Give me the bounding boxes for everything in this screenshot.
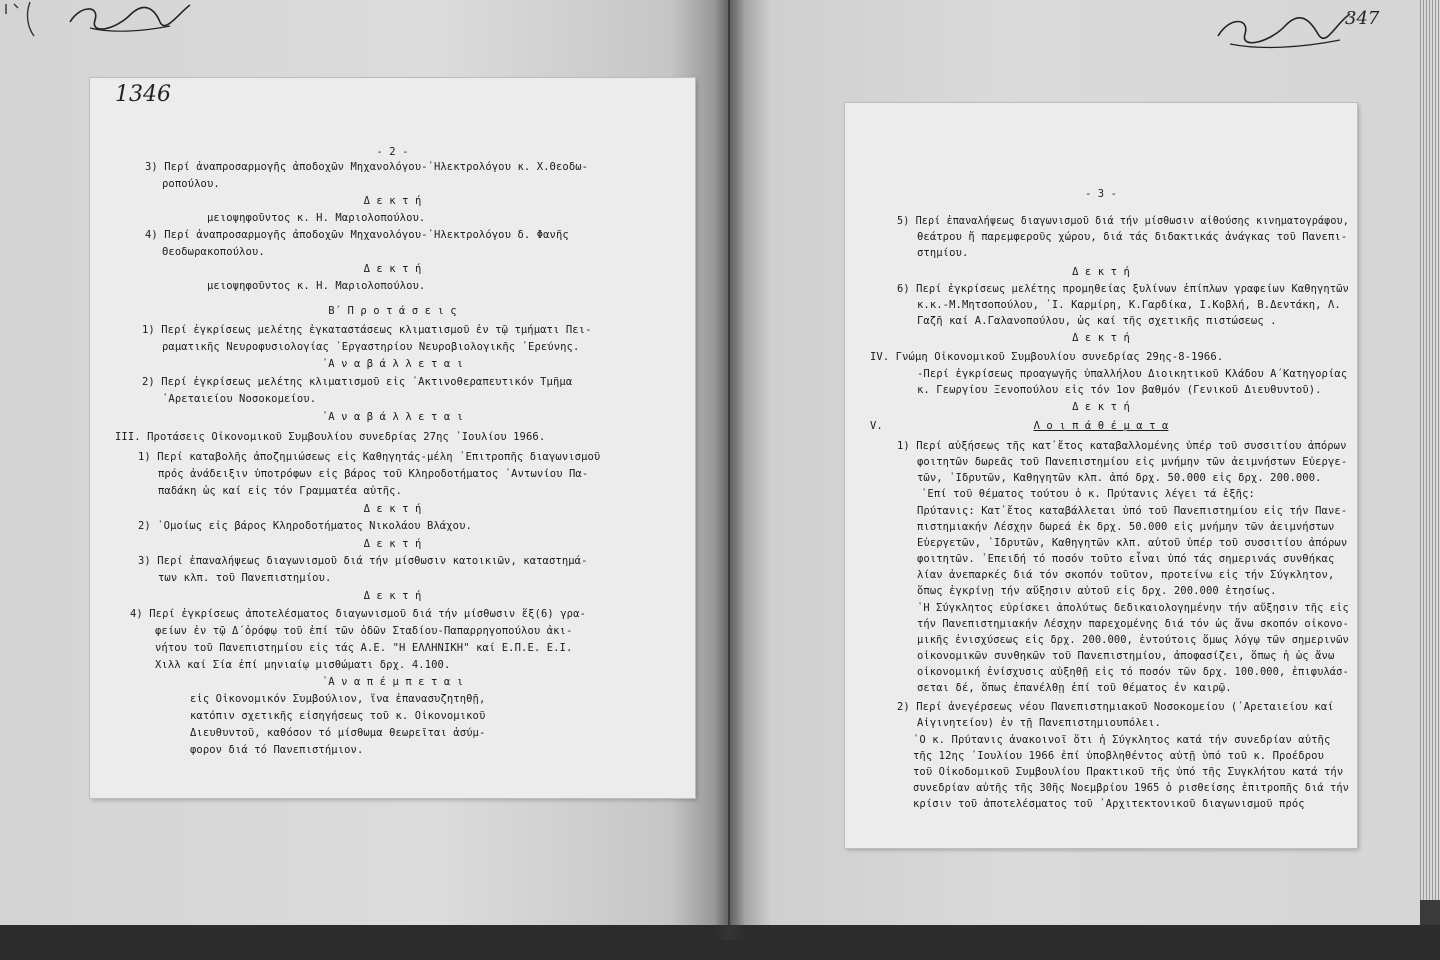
resolution-heading: Λ ο ι π ά θ έ μ α τ α bbox=[1033, 420, 1169, 432]
typed-line: τῶν, ῾Ιδρυτῶν, Καθηγητῶν κλπ. ἀπό δρχ. 50.000 εἰς δρχ. 200.000. bbox=[917, 472, 1322, 484]
typed-line: Διευθυντοῦ, καθόσον τό μίσθωμα θεωρεῖται ἀσύμ- bbox=[190, 727, 486, 739]
folio-number-right: 347 bbox=[1345, 8, 1380, 29]
typed-line: κατόπιν σχετικῆς εἰσηγήσεως τοῦ κ. Οἰκονομικοῦ bbox=[190, 710, 486, 722]
typed-line: κ. Γεωργίου Ξενοπούλου εἰς τόν 1ον βαθμόν (Γενικοῦ Διευθυντοῦ). bbox=[917, 384, 1322, 396]
typed-line: Γαζῆ καί Α.Γαλανοπούλου, ὡς καί τῆς σχετικῆς πιστώσεως . bbox=[917, 315, 1277, 327]
typed-line: φοιτητῶν. ᾿Επειδή τό ποσόν τοῦτο εἶναι ὑπό τάς σημερινάς συνθήκας bbox=[917, 553, 1335, 565]
resolution-heading: Δ ε κ τ ή bbox=[363, 503, 422, 515]
resolution-heading: Δ ε κ τ ή bbox=[1072, 332, 1130, 344]
typed-line: -Περί ἐγκρίσεως προαγωγῆς ὑπαλλήλου Διοικητικοῦ Κλάδου Α΄Κατηγορίας bbox=[917, 368, 1348, 380]
typed-line: στημίου. bbox=[917, 247, 969, 259]
typed-line: Εὐεργετῶν, ῾Ιδρυτῶν, Καθηγητῶν κλπ. αὐτοῦ ὑπέρ τοῦ συσσιτίου ἀπόρων bbox=[917, 537, 1348, 549]
typed-line: των κλπ. τοῦ Πανεπιστημίου. bbox=[158, 572, 332, 584]
typed-line: 4) Περί ἀναπροσαρμογῆς ἀποδοχῶν Μηχανολόγου-᾿Ηλεκτρολόγου δ. Φανῆς bbox=[145, 229, 569, 241]
typed-line: εἰς Οἰκονομικόν Συμβούλιον, ἵνα ἐπανασυζητηθῇ, bbox=[190, 693, 486, 705]
left-margin-mark bbox=[0, 0, 50, 40]
typed-line: πιστημιακήν Λέσχην δωρεά ἐκ δρχ. 50.000 εἰς μνήμην τῶν ἀειμνήστων bbox=[917, 521, 1335, 533]
typed-line: μειοψηφοῦντος κ. Η. Μαριολοπούλου. bbox=[207, 280, 426, 292]
typed-line: III. Προτάσεις Οἰκονομικοῦ Συμβουλίου συνεδρίας 27ης ᾿Ιουλίου 1966. bbox=[115, 431, 546, 443]
typed-line: ραματικῆς Νευροφυσιολογίας ᾿Εργαστηρίου Νευροβιολογικῆς ᾿Ερεύνης. bbox=[162, 341, 580, 353]
typed-line: φείων ἐν τῷ Δ΄ὀρόφῳ τοῦ ἐπί τῶν ὁδῶν Σταδίου-Παπαρρηγοπούλου ἀκι- bbox=[155, 625, 573, 637]
typed-line: V. bbox=[870, 420, 883, 432]
typed-line: ὅπως ἐγκρίνῃ τήν αὔξησιν αὐτοῦ εἰς δρχ. 200.000 ἐτησίως. bbox=[917, 585, 1277, 597]
typed-line: ᾿Αρεταιείου Νοσοκομείου. bbox=[162, 393, 317, 405]
typed-line: Πρύτανις: Κατ᾿ἔτος καταβάλλεται ὑπό τοῦ Πανεπιστημίου εἰς τήν Πανε- bbox=[917, 505, 1348, 517]
typed-line: Θεοδωρακοπούλου. bbox=[162, 246, 265, 258]
resolution-heading: ᾿Α ν α β ά λ λ ε τ α ι bbox=[321, 411, 464, 423]
signature-right bbox=[1210, 6, 1360, 56]
typed-line: πρός ἀνάδειξιν ὑποτρόφων εἰς βάρος τοῦ Κληροδοτήματος ᾿Αντωνίου Πα- bbox=[158, 468, 589, 480]
resolution-heading: Δ ε κ τ ή bbox=[363, 538, 422, 550]
typed-line: 1) Περί αὐξήσεως τῆς κατ᾿ἔτος καταβαλλομένης ὑπέρ τοῦ συσσιτίου ἀπόρων bbox=[897, 440, 1347, 452]
page-number: - 2 - bbox=[376, 146, 409, 158]
typed-sheet-right bbox=[845, 103, 1357, 848]
book-gutter bbox=[715, 0, 745, 940]
typed-line: 2) Περί ἀνεγέρσεως νέου Πανεπιστημιακοῦ Νοσοκομείου (᾿Αρεταιείου καί bbox=[897, 701, 1334, 713]
typed-line: ᾿Επί τοῦ θέματος τούτου ὁ κ. Πρύτανις λέγει τά ἑξῆς: bbox=[921, 488, 1255, 500]
typed-line: 4) Περί ἐγκρίσεως ἀποτελέσματος διαγωνισμοῦ διά τήν μίσθωσιν ἕξ(6) γρα- bbox=[130, 608, 586, 620]
typed-line: κ.κ.-Μ.Μητσοπούλου, ᾿Ι. Καρμίρη, Κ.Γαρδίκα, Ι.Κοβλή, Β.Δεντάκη, Λ. bbox=[917, 299, 1341, 311]
resolution-heading: Δ ε κ τ ή bbox=[363, 263, 422, 275]
typed-line: λίαν ἀνεπαρκές διά τόν σκοπόν τοῦτον, προτείνω εἰς τήν Σύγκλητον, bbox=[917, 569, 1335, 581]
typed-line: οἰκονομική ἐνίσχυσις αὐξηθῇ εἰς τό ποσόν τῶν δρχ. 100.000, ἐπιφυλάσ- bbox=[917, 666, 1349, 678]
signature-left bbox=[60, 0, 200, 40]
typed-line: 3) Περί ἐπαναλήψεως διαγωνισμοῦ διά τήν μίσθωσιν κατοικιῶν, καταστημά- bbox=[138, 555, 588, 567]
typed-line: συνεδρίαν αὐτῆς τῆς 30ῆς Νοεμβρίου 1965 ὁ ρισθείσης ἐπιτροπῆς διά τήν bbox=[913, 782, 1350, 794]
typed-sheet-left bbox=[90, 78, 695, 798]
typed-line: 5) Περί ἐπαναλήψεως διαγωνισμοῦ διά τήν μίσθωσιν αἰθούσης κινηματογράφου, bbox=[897, 215, 1349, 227]
typed-line: παδάκη ὡς καί εἰς τόν Γραμματέα αὐτῆς. bbox=[158, 485, 403, 497]
resolution-heading: Δ ε κ τ ή bbox=[363, 590, 422, 602]
page-number: - 3 - bbox=[1084, 188, 1118, 200]
typed-line: Χιλλ καί Σία ἐπί μηνιαίῳ μισθώματι δρχ. 4.100. bbox=[155, 659, 451, 671]
typed-line: οἰκονομικῶν συνθηκῶν τοῦ Πανεπιστημίου, ἀποφασίζει, ὅπως ἡ ὡς ἄνω bbox=[917, 650, 1335, 662]
typed-line: 1) Περί ἐγκρίσεως μελέτης ἐγκαταστάσεως κλιματισμοῦ ἐν τῷ τμήματι Πει- bbox=[142, 324, 592, 336]
typed-line: IV. Γνώμη Οἰκονομικοῦ Συμβουλίου συνεδρίας 29ης-8-1966. bbox=[870, 351, 1224, 363]
resolution-heading: Δ ε κ τ ή bbox=[363, 195, 422, 207]
resolution-heading: Β΄ Π ρ ο τ ά σ ε ι ς bbox=[328, 305, 457, 317]
typed-line: φοιτητῶν δωρεᾶς τοῦ Πανεπιστημίου εἰς μνήμην τῶν ἀειμνήστων Εὐεργε- bbox=[917, 456, 1348, 468]
typed-line: ροπούλου. bbox=[162, 178, 220, 190]
typed-line: Αἰγινητείου) ἐν τῇ Πανεπιστημιουπόλει. bbox=[917, 717, 1162, 729]
typed-line: σεται δέ, ὅπως ἐπανέλθῃ ἐπί τοῦ θέματος ἐν καιρῷ. bbox=[917, 682, 1232, 694]
typed-line: 2) Περί ἐγκρίσεως μελέτης κλιματισμοῦ εἰς ᾿Ακτινοθεραπευτικόν Τμῆμα bbox=[142, 376, 573, 388]
typed-line: τήν Πανεπιστημιακήν Λέσχην παρεχομένης διά τόν ὡς ἄνω σκοπόν οἰκονο- bbox=[917, 618, 1349, 630]
typed-line: μικῆς ἐνισχύσεως εἰς δρχ. 200.000, ἐντούτοις ὅμως λόγῳ τῶν σημερινῶν bbox=[917, 634, 1349, 646]
resolution-heading: ᾿Α ν α π έ μ π ε τ α ι bbox=[321, 676, 464, 688]
resolution-heading: ᾿Α ν α β ά λ λ ε τ α ι bbox=[321, 358, 464, 370]
page-edges bbox=[1418, 0, 1440, 900]
typed-line: μειοψηφοῦντος κ. Η. Μαριολοπούλου. bbox=[207, 212, 426, 224]
resolution-heading: Δ ε κ τ ή bbox=[1072, 401, 1130, 413]
typed-line: ῾Η Σύγκλητος εὑρίσκει ἀπολύτως δεδικαιολογημένην τήν αὔξησιν τῆς εἰς bbox=[917, 602, 1349, 614]
folio-number-left: 1346 bbox=[115, 82, 171, 107]
typed-line: 3) Περί ἀναπροσαρμογῆς ἀποδοχῶν Μηχανολόγου-᾿Ηλεκτρολόγου κ. Χ.Θεοδω- bbox=[145, 161, 589, 173]
typed-line: νήτου τοῦ Πανεπιστημίου εἰς τάς Α.Ε. "Η ΕΛΛΗΝΙΚΗ" καί Ε.Π.Ε. Ε.Ι. bbox=[155, 642, 573, 654]
typed-line: τῆς 12ης ᾿Ιουλίου 1966 ἐπί ὑποβληθέντος αὐτῇ ὑπό τοῦ κ. Προέδρου bbox=[913, 750, 1324, 762]
typed-line: φορον διά τό Πανεπιστήμιον. bbox=[190, 744, 364, 756]
typed-line: 1) Περί καταβολῆς ἀποζημιώσεως εἰς Καθηγητάς-μέλη ᾿Επιτροπῆς διαγωνισμοῦ bbox=[138, 451, 601, 463]
typed-line: ῾Ο κ. Πρύτανις ἀνακοινοῖ ὅτι ἡ Σύγκλητος κατά τήν συνεδρίαν αὐτῆς bbox=[913, 734, 1331, 746]
typed-line: 6) Περί ἐγκρίσεως μελέτης προμηθείας ξυλίνων ἐπίπλων γραφείων Καθηγητῶν bbox=[897, 283, 1349, 295]
typed-line: 2) ῾Ομοίως εἰς βάρος Κληροδοτήματος Νικολάου Βλάχου. bbox=[138, 520, 472, 532]
resolution-heading: Δ ε κ τ ή bbox=[1072, 266, 1130, 278]
typed-line: κρίσιν τοῦ ἀποτελέσματος τοῦ ᾿Αρχιτεκτονικοῦ διαγωνισμοῦ πρός bbox=[913, 798, 1305, 810]
typed-line: θεάτρου ἤ παρεμφεροῦς χώρου, διά τάς διδακτικάς ἀνάγκας τοῦ Πανεπι- bbox=[917, 231, 1348, 243]
typed-line: τοῦ Οἰκοδομικοῦ Συμβουλίου Πρακτικοῦ τῆς ὑπό τῆς Συγκλήτου κατά τήν bbox=[913, 766, 1344, 778]
